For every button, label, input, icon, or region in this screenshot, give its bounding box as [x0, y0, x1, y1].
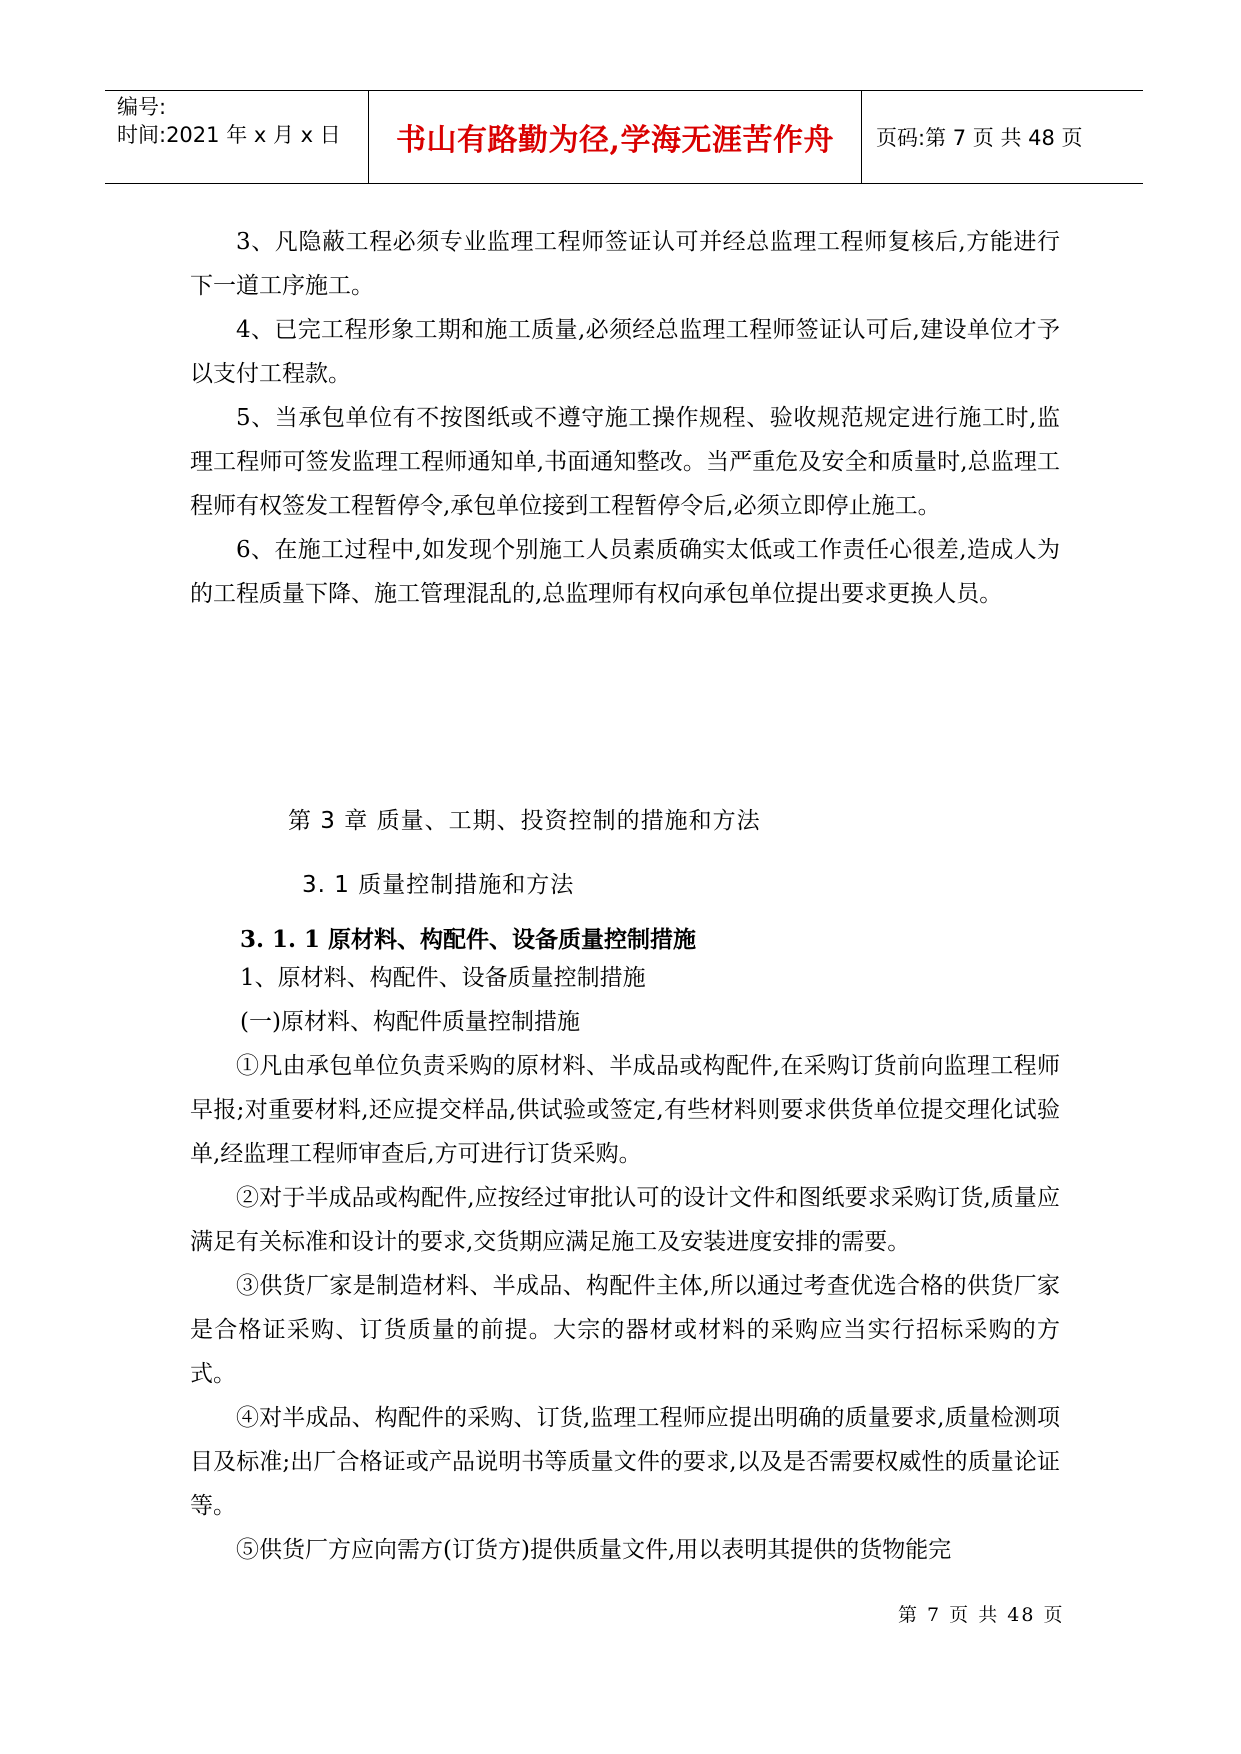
serial-label: 编号:: [117, 95, 167, 119]
body-bottom: [190, 956, 1060, 1572]
time-label: 时间:2021 年 x 月 x 日: [117, 123, 341, 147]
paragraph: ②对于半成品或构配件,应按经过审批认可的设计文件和图纸要求采购订货,质量应满足有关标准和设计的要求,交货期应满足施工及安装进度安排的需要。: [190, 1185, 1060, 1255]
paragraph: 5、当承包单位有不按图纸或不遵守施工操作规程、验收规范规定进行施工时,监理工程师可签发监理工程师通知单,书面通知整改。当严重危及安全和质量时,总监理工程师有权签发工程暂停令,承包单位接到工程暂停令后,必须立即停止施工。: [190, 405, 1060, 519]
header-meta: [105, 91, 369, 183]
paragraph: 4、已完工程形象工期和施工质量,必须经总监理工程师签证认可后,建设单位才予以支付工程款。: [190, 317, 1060, 387]
header-page-label: 页码:第 7 页 共 48 页: [876, 126, 1083, 150]
header-motto: 书山有路勤为径,学海无涯苦作舟: [369, 91, 862, 183]
subsection-title: 3. 1. 1 原材料、构配件、设备质量控制措施: [240, 926, 697, 953]
list-heading: 1、原材料、构配件、设备质量控制措施: [240, 965, 646, 991]
section-title: 3. 1 质量控制措施和方法: [302, 872, 575, 898]
paragraph: ③供货厂家是制造材料、半成品、构配件主体,所以通过考查优选合格的供货厂家是合格证采购、订货质量的前提。大宗的器材或材料的采购应当实行招标采购的方式。: [190, 1273, 1060, 1387]
page-header: [105, 90, 1143, 184]
paragraph: ⑤供货厂方应向需方(订货方)提供质量文件,用以表明其提供的货物能完: [236, 1537, 952, 1563]
paragraph: ①凡由承包单位负责采购的原材料、半成品或构配件,在采购订货前向监理工程师早报;对重要材料,还应提交样品,供试验或签定,有些材料则要求供货单位提交理化试验单,经监理工程师审查后,方可进行订货采购。: [190, 1053, 1060, 1167]
paragraph: 6、在施工过程中,如发现个别施工人员素质确实太低或工作责任心很差,造成人为的工程质量下降、施工管理混乱的,总监理师有权向承包单位提出要求更换人员。: [190, 537, 1060, 607]
paragraph: ④对半成品、构配件的采购、订货,监理工程师应提出明确的质量要求,质量检测项目及标准;出厂合格证或产品说明书等质量文件的要求,以及是否需要权威性的质量论证等。: [190, 1405, 1060, 1519]
page-footer: 第 7 页 共 48 页: [898, 1604, 1065, 1626]
body-top: [190, 220, 1060, 616]
list-subheading: (一)原材料、构配件质量控制措施: [240, 1009, 580, 1035]
chapter-title: 第 3 章 质量、工期、投资控制的措施和方法: [288, 808, 761, 834]
paragraph: 3、凡隐蔽工程必须专业监理工程师签证认可并经总监理工程师复核后,方能进行下一道工序施工。: [190, 229, 1060, 299]
